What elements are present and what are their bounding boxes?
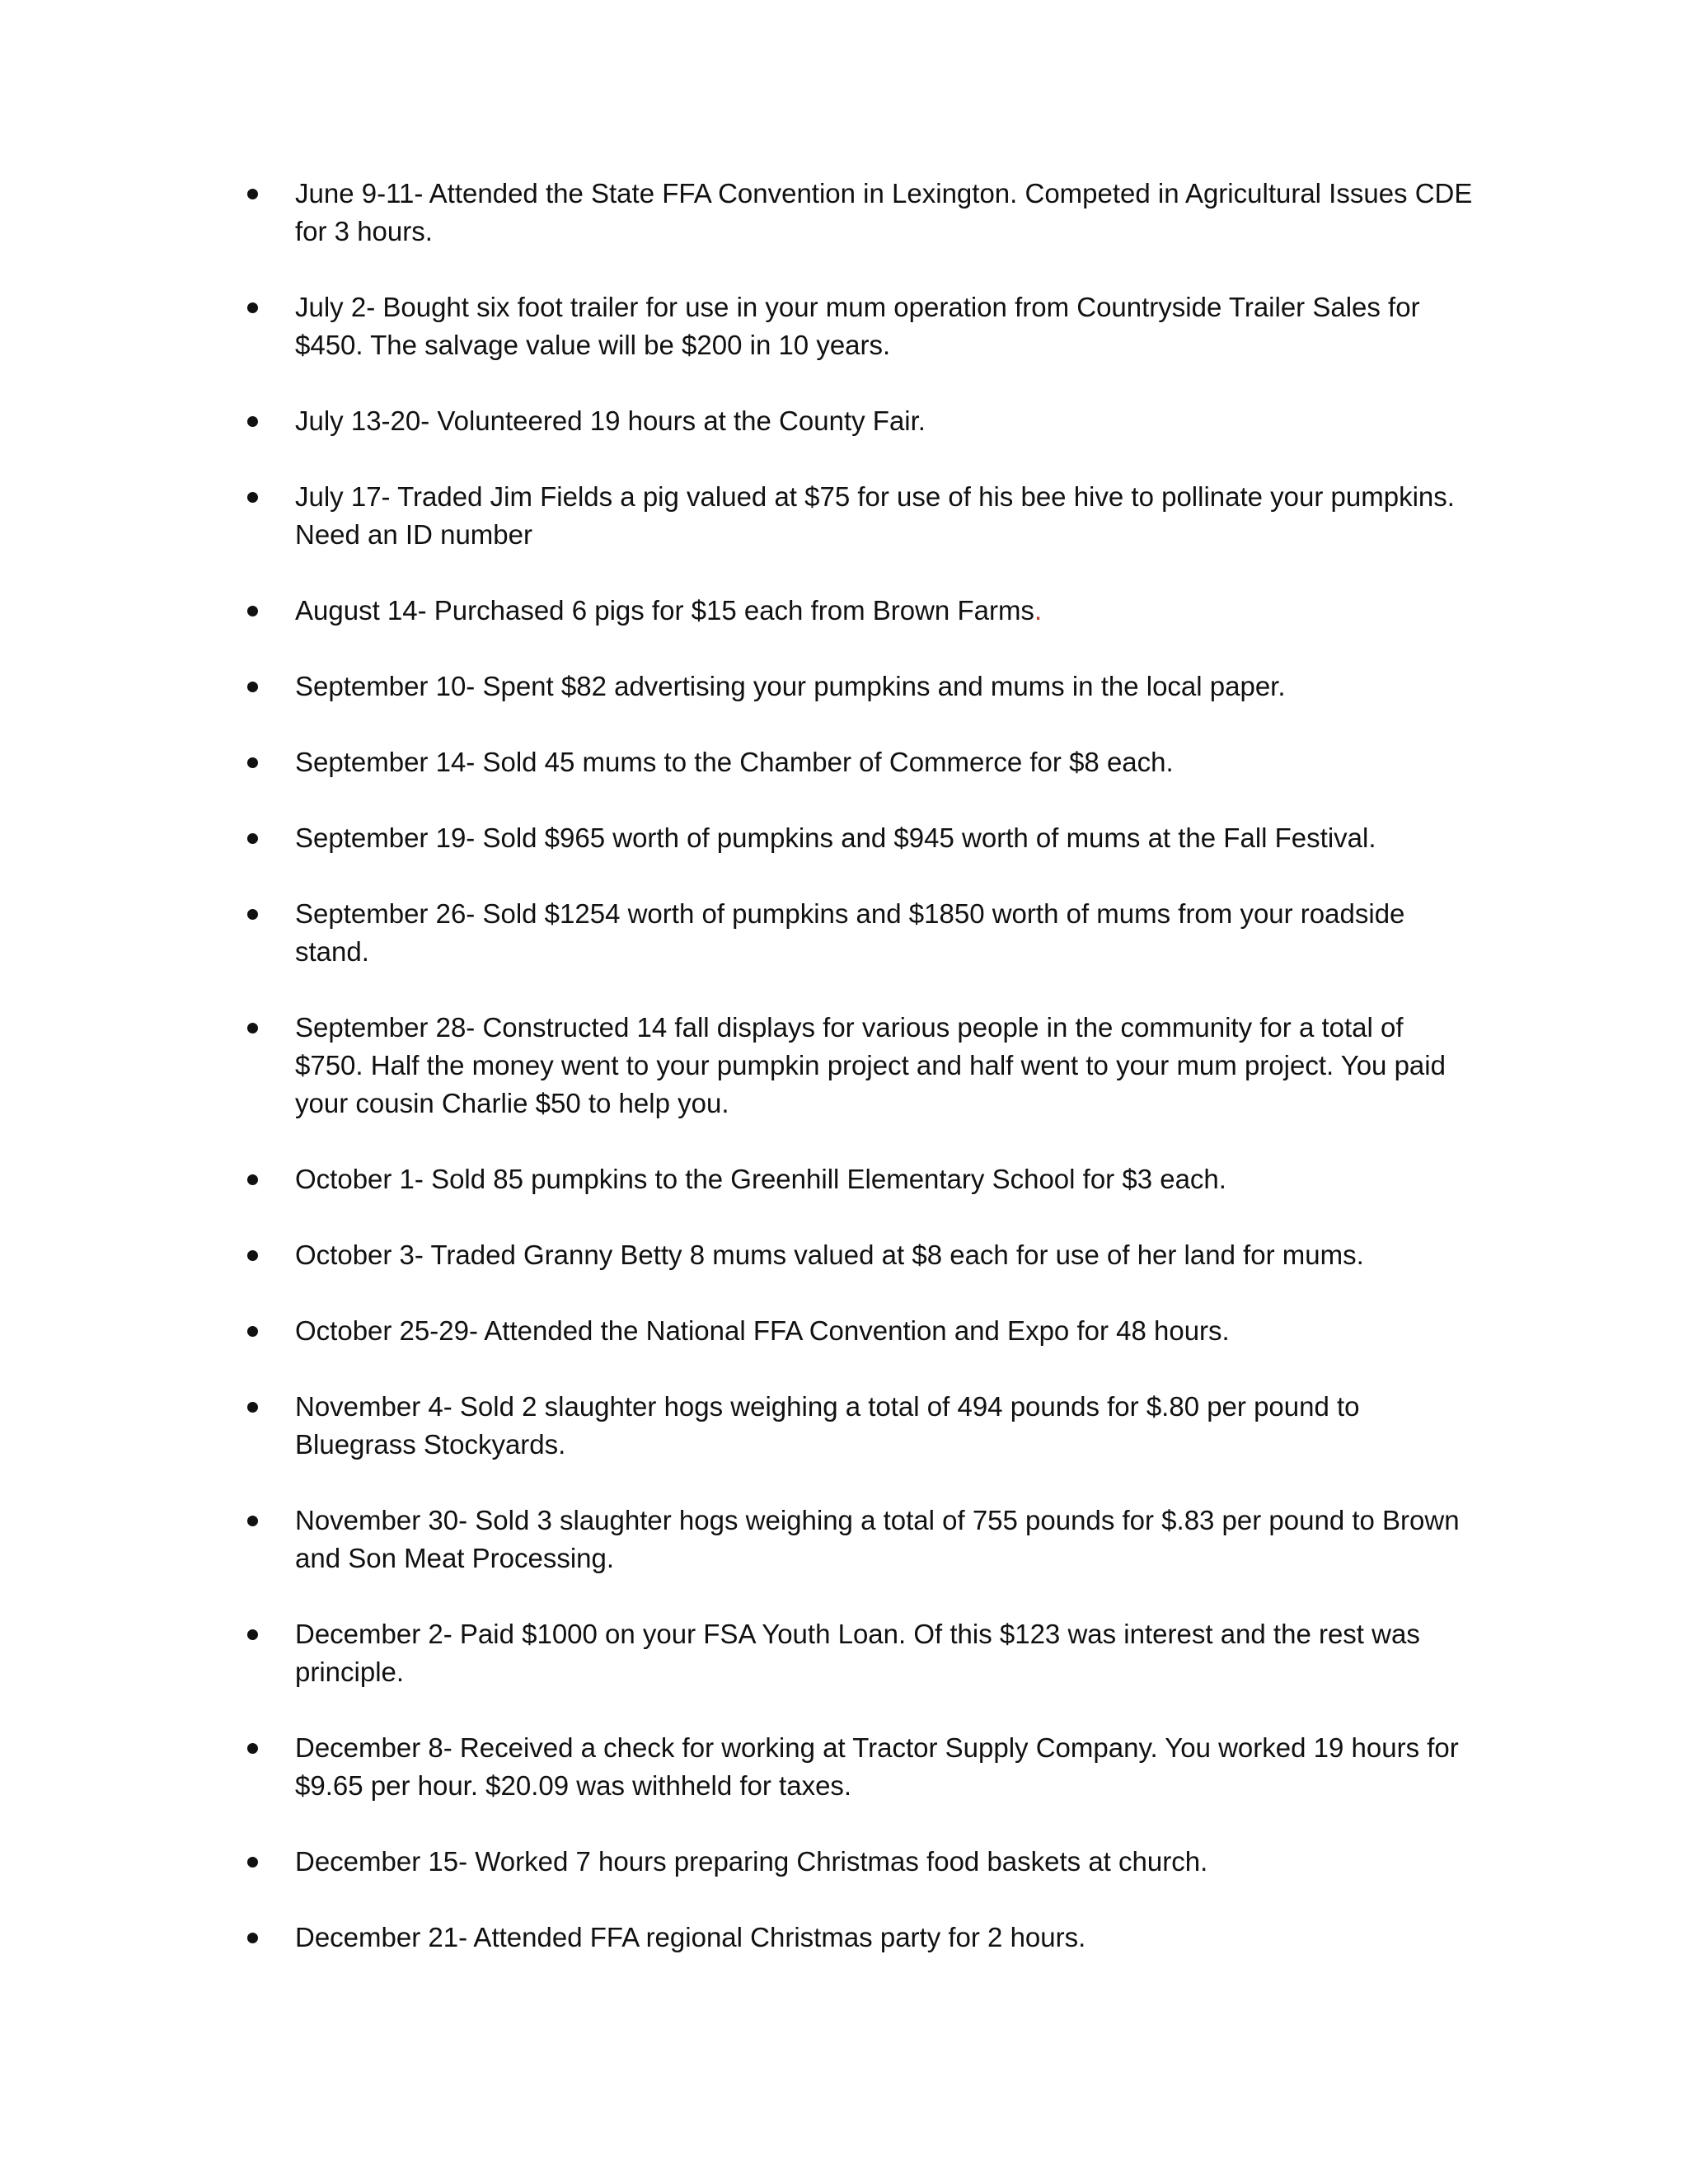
- list-item: [247, 743, 1474, 781]
- list-item: [247, 1009, 1474, 1122]
- list-item: [247, 592, 1474, 630]
- entry-text: June 9-11- Attended the State FFA Convention in Lexington. Competed in Agricultural Issues CDE for 3 hours.: [295, 178, 1473, 246]
- entry-text: October 3- Traded Granny Betty 8 mums valued at $8 each for use of her land for mums.: [295, 1240, 1364, 1270]
- bullet-icon: [247, 302, 258, 313]
- entry-text: July 2- Bought six foot trailer for use in your mum operation from Countryside Trailer Sales for $450. The salvage value will be $200 in 10 years.: [295, 292, 1420, 360]
- list-item: [247, 1843, 1474, 1881]
- entry-text: October 25-29- Attended the National FFA Convention and Expo for 48 hours.: [295, 1315, 1230, 1346]
- entry-text: July 13-20- Volunteered 19 hours at the County Fair.: [295, 405, 926, 436]
- bullet-icon: [247, 1174, 258, 1185]
- entry-text: November 30- Sold 3 slaughter hogs weighing a total of 755 pounds for $.83 per pound to Brown and Son Meat Processing.: [295, 1505, 1460, 1573]
- entry-text: October 1- Sold 85 pumpkins to the Greenhill Elementary School for $3 each.: [295, 1164, 1226, 1194]
- list-item: [247, 1502, 1474, 1577]
- entry-text: September 14- Sold 45 mums to the Chamber of Commerce for $8 each.: [295, 747, 1174, 777]
- bullet-icon: [247, 606, 258, 616]
- entry-text: August 14- Purchased 6 pigs for $15 each from Brown Farms: [295, 595, 1034, 626]
- bullet-icon: [247, 909, 258, 920]
- list-item: [247, 175, 1474, 251]
- list-item: [247, 1236, 1474, 1274]
- bullet-icon: [247, 1250, 258, 1261]
- bullet-icon: [247, 757, 258, 768]
- entry-text: November 4- Sold 2 slaughter hogs weighing a total of 494 pounds for $.80 per pound to Bluegrass Stockyards.: [295, 1391, 1360, 1460]
- entry-text: December 15- Worked 7 hours preparing Christmas food baskets at church.: [295, 1846, 1208, 1877]
- list-item: [247, 895, 1474, 971]
- bullet-icon: [247, 1402, 258, 1413]
- list-item: [247, 1160, 1474, 1198]
- list-item: [247, 819, 1474, 857]
- entry-suffix: .: [1034, 595, 1043, 626]
- list-item: [247, 1388, 1474, 1464]
- bullet-icon: [247, 1326, 258, 1337]
- bullet-icon: [247, 1516, 258, 1526]
- bullet-icon: [247, 833, 258, 844]
- bullet-icon: [247, 416, 258, 427]
- bullet-icon: [247, 1023, 258, 1033]
- list-item: [247, 1919, 1474, 1957]
- record-entry-list: [247, 175, 1474, 1957]
- list-item: [247, 668, 1474, 705]
- entry-text: September 26- Sold $1254 worth of pumpkins and $1850 worth of mums from your roadside stand.: [295, 898, 1405, 967]
- entry-text: September 28- Constructed 14 fall displays for various people in the community for a total of $750. Half the money went to your pumpkin project and half went to your mum project. You paid your cousin Charlie $50 to help you.: [295, 1012, 1446, 1118]
- entry-text: December 21- Attended FFA regional Christmas party for 2 hours.: [295, 1922, 1086, 1952]
- list-item: [247, 1312, 1474, 1350]
- list-item: [247, 288, 1474, 364]
- entry-text: December 8- Received a check for working at Tractor Supply Company. You worked 19 hours for $9.65 per hour. $20.09 was withheld for taxes.: [295, 1732, 1459, 1801]
- bullet-icon: [247, 1629, 258, 1640]
- bullet-icon: [247, 1743, 258, 1754]
- entry-text: September 10- Spent $82 advertising your pumpkins and mums in the local paper.: [295, 671, 1286, 701]
- entry-text: July 17- Traded Jim Fields a pig valued at $75 for use of his bee hive to pollinate your pumpkins. Need an ID number: [295, 481, 1455, 550]
- entry-text: December 2- Paid $1000 on your FSA Youth Loan. Of this $123 was interest and the rest was principle.: [295, 1619, 1420, 1687]
- entry-text: September 19- Sold $965 worth of pumpkins and $945 worth of mums at the Fall Festival.: [295, 823, 1376, 853]
- bullet-icon: [247, 1857, 258, 1868]
- list-item: [247, 1729, 1474, 1805]
- bullet-icon: [247, 492, 258, 503]
- list-item: [247, 402, 1474, 440]
- bullet-icon: [247, 1933, 258, 1943]
- list-item: [247, 1615, 1474, 1691]
- bullet-icon: [247, 189, 258, 199]
- list-item: [247, 478, 1474, 554]
- bullet-icon: [247, 682, 258, 692]
